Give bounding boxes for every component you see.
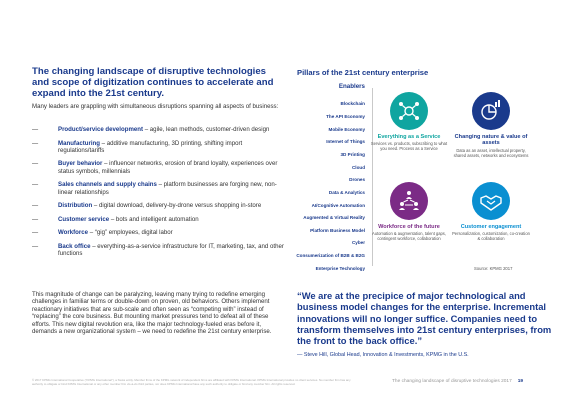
bullet-text: – digital download, delivery-by-drone versus shopping in-store — [92, 202, 262, 210]
page-footer — [392, 379, 523, 384]
list-item — [32, 243, 284, 258]
bullet-term: Workforce — [58, 229, 89, 237]
bullet-term: Buyer behavior — [58, 160, 103, 168]
disruption-list — [32, 126, 284, 264]
intro-paragraph: Many leaders are grappling with simultaneous disruptions spanning all aspects of business: — [32, 103, 279, 110]
bullet-dash: — — [32, 242, 39, 250]
enabler-item: Internet of Things — [326, 139, 365, 144]
enabler-item: Platform Business Model — [310, 228, 365, 233]
pillar-circle — [472, 92, 510, 130]
enabler-item: Enterprise Technology — [315, 266, 365, 271]
enabler-item: Consumerization of B2B & B2G — [296, 253, 365, 258]
enabler-item: Cloud — [351, 165, 365, 170]
bullet-text: – additive manufacturing, 3D printing, shifting import regulations/tariffs — [58, 139, 243, 154]
handshake-icon — [479, 189, 503, 213]
pillar-description: Personalization, customization, co-creation & collaboration — [452, 231, 530, 242]
pillar-workforce-of-the-future — [369, 182, 449, 241]
bullet-dash: — — [32, 229, 39, 237]
bullet-dash: — — [32, 126, 39, 133]
enabler-item: Cyber — [351, 240, 365, 245]
pillar-circle — [472, 182, 510, 220]
chart-icon — [479, 99, 503, 123]
list-item — [32, 140, 284, 155]
bullet-text: – agile, lean methods, customer-driven design — [143, 126, 270, 133]
pillar-everything-as-a-service — [369, 92, 449, 151]
enabler-item: AI/Cognitive Automation — [311, 203, 365, 208]
running-title: The changing landscape of disruptive technologies 2017 — [392, 379, 512, 384]
enablers-heading: Enablers — [338, 83, 365, 90]
pillar-title: Changing nature & value of assets — [454, 134, 528, 147]
list-item — [32, 181, 284, 196]
bullet-term: Distribution — [58, 202, 93, 210]
quote-attribution: — Steve Hill, Global Head, Innovation & Investments, KPMG in the U.S. — [297, 352, 469, 358]
diagram-source: Source: KPMG 2017 — [474, 266, 513, 271]
bullet-term: Sales channels and supply chains — [58, 181, 157, 189]
bullet-dash: — — [32, 181, 39, 189]
bullet-text: – “gig” employees, digital labor — [88, 229, 173, 237]
enabler-item: Data & Analytics — [328, 190, 365, 195]
pillar-title: Everything as a Service — [377, 134, 441, 140]
people-icon — [397, 189, 421, 213]
bullet-term: Customer service — [58, 215, 110, 223]
pillar-description: Automation & augmentation, talent gaps, contingent workforce, collaboration — [372, 231, 446, 242]
bullet-term: Product/service development — [58, 126, 144, 133]
bullet-text: – everything-as-a-service infrastructure for IT, marketing, tax, and other functions — [58, 242, 284, 258]
list-item — [32, 229, 284, 236]
bullet-text: – influencer networks, erosion of brand loyalty, experiences over status symbols, millennials — [58, 160, 278, 175]
enabler-item: Augmented & Virtual Reality — [303, 215, 365, 220]
pillar-description: Data as an asset, intellectual property, shared assets, networks and ecosystems — [453, 147, 529, 158]
page-heading: The changing landscape of disruptive technologies and scope of digitization continues to accelerate and expand into the 21st century. — [32, 66, 274, 99]
list-item — [32, 202, 284, 209]
pillar-circle — [390, 182, 428, 220]
pillar-description: Services vs. products, subscribing to what you need. Process as a Service — [370, 141, 448, 152]
list-item — [32, 160, 284, 175]
pillar-title: Workforce of the future — [378, 224, 440, 230]
closing-paragraph: This magnitude of change can be paralyzing, leaving many trying to redefine emerging challenges in familiar terms or double-down on proven, old behaviors. Others implement reactionary initiatives that are sub-scale and often seen as “competing with” instead of “replacing” the core business. But mounting market pressures tend to defeat all of these efforts. This new digital revolution era, like the major technology-fueled eras before it, demands a new organizational system – we need to redefine the 21st century enterprise. — [32, 291, 272, 336]
enabler-item: The API Economy — [326, 114, 365, 119]
bullet-text: – bots and intelligent automation — [109, 215, 199, 223]
legal-notice: © 2017 KPMG International Cooperative (“KPMG International”), a Swiss entity. Member firms of the KPMG network of independent firms are affiliated with KPMG International. KPMG International provides no client services. No member firm has any authority to obligate or bind KPMG International or any other member firm vis-à-vis third parties, nor does KPMG International have any such authority to obligate or bind any member firm. All rights reserved. — [32, 378, 351, 386]
enabler-item: Mobile Economy — [328, 127, 365, 132]
bullet-term: Back office — [58, 242, 91, 250]
bullet-dash: — — [32, 202, 39, 210]
pillar-title: Customer engagement — [460, 224, 522, 230]
page-number: 19 — [517, 379, 524, 384]
enabler-item: Drones — [349, 177, 365, 182]
network-icon — [397, 99, 421, 123]
bullet-term: Manufacturing — [58, 139, 100, 147]
enabler-item: 3D Printing — [340, 152, 365, 157]
enabler-item: Blockchain — [340, 101, 365, 106]
pillar-circle — [390, 92, 428, 130]
list-item — [32, 126, 284, 133]
bullet-dash: — — [32, 215, 39, 223]
pillar-changing-nature-assets — [451, 92, 531, 158]
bullet-dash: — — [32, 139, 39, 147]
bullet-dash: — — [32, 160, 39, 168]
diagram-title: Pillars of the 21st century enterprise — [297, 68, 429, 77]
bullet-text: – platform businesses are forging new, non-linear relationships — [58, 181, 277, 196]
pillar-customer-engagement — [451, 182, 531, 241]
pull-quote: “We are at the precipice of major technological and business model changes for the enterprise. Incremental innovations will no longer suffice. Companies need to transform themselves into 21st century enterprises, from the front to the back office.” — [297, 290, 552, 347]
list-item — [32, 216, 284, 223]
